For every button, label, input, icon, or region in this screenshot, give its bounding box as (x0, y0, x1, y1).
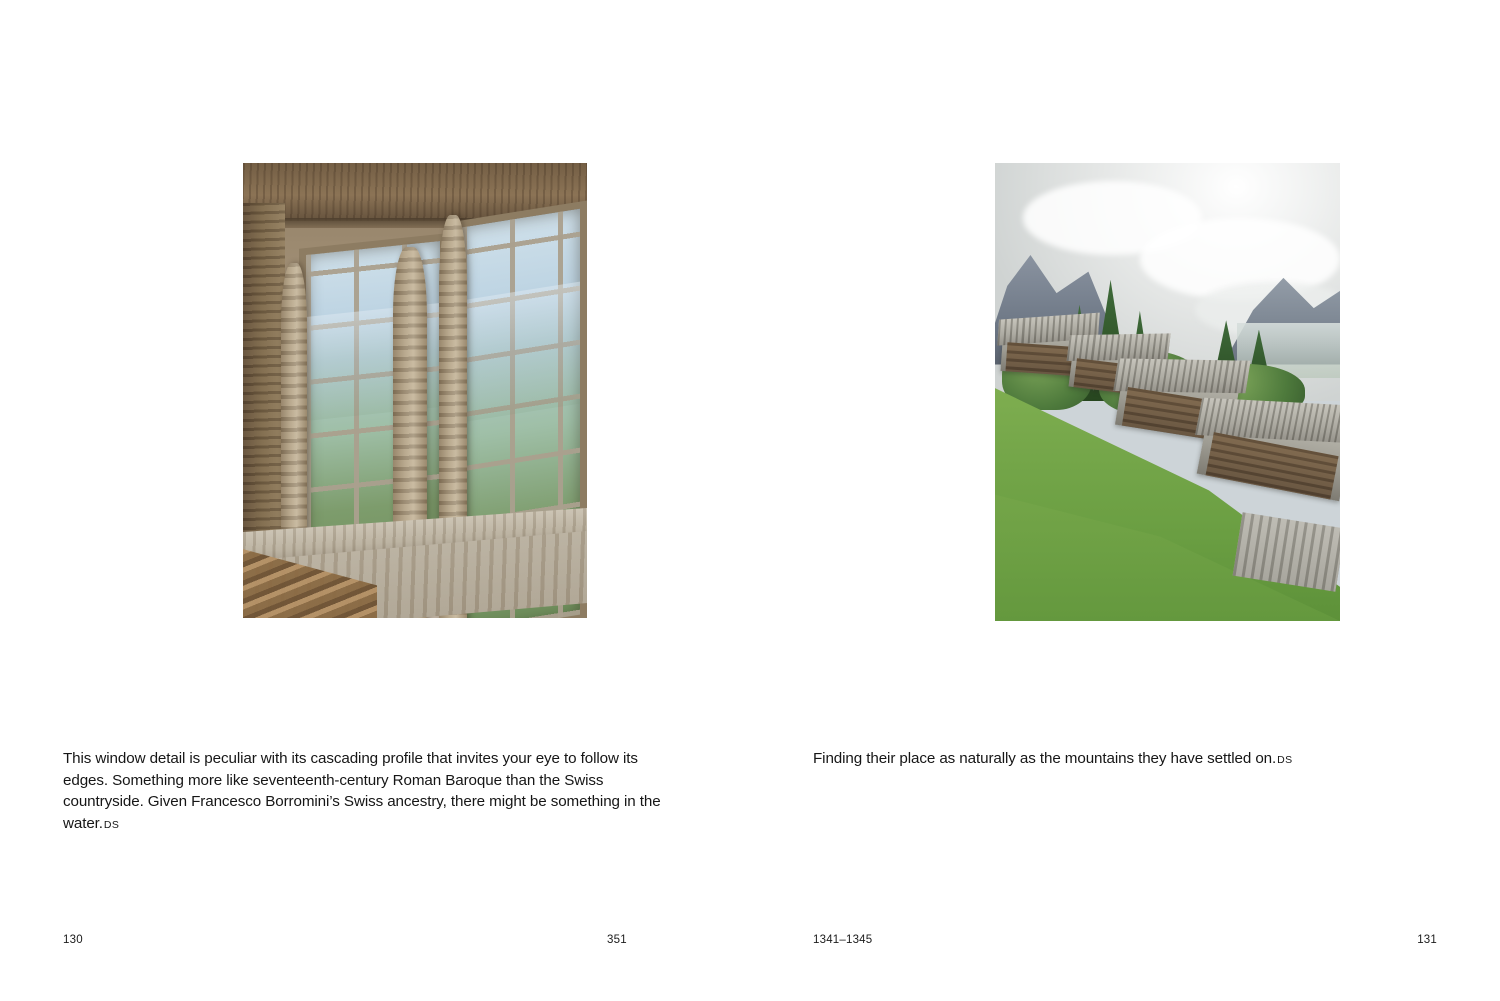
photo-artwork (995, 163, 1340, 621)
left-caption-text: This window detail is peculiar with its cascading profile that invites your eye to follow its edges. Something more like seventeenth-century Roman Baroque than the Swiss countryside. Given Francesco Borromini’s Swiss ancestry, there might be something in the water. (63, 750, 661, 832)
barn-4 (1197, 406, 1340, 501)
right-caption (813, 748, 1433, 770)
shingle-roof (1066, 334, 1171, 361)
left-plate-number: 351 (607, 934, 627, 946)
left-caption-credit: DS (103, 818, 120, 831)
timber-wall (1205, 432, 1339, 499)
right-caption-credit: DS (1277, 754, 1293, 766)
left-caption (63, 748, 663, 834)
right-page-number: 131 (1417, 934, 1437, 946)
right-caption-text: Finding their place as naturally as the mountains they have settled on. (813, 750, 1277, 767)
alpine-barns-photograph (995, 163, 1340, 621)
right-plate-range: 1341–1345 (813, 934, 873, 946)
left-page-number: 130 (63, 934, 83, 946)
photo-artwork (243, 163, 587, 618)
window-detail-photograph (243, 163, 587, 618)
right-page (750, 0, 1500, 1001)
